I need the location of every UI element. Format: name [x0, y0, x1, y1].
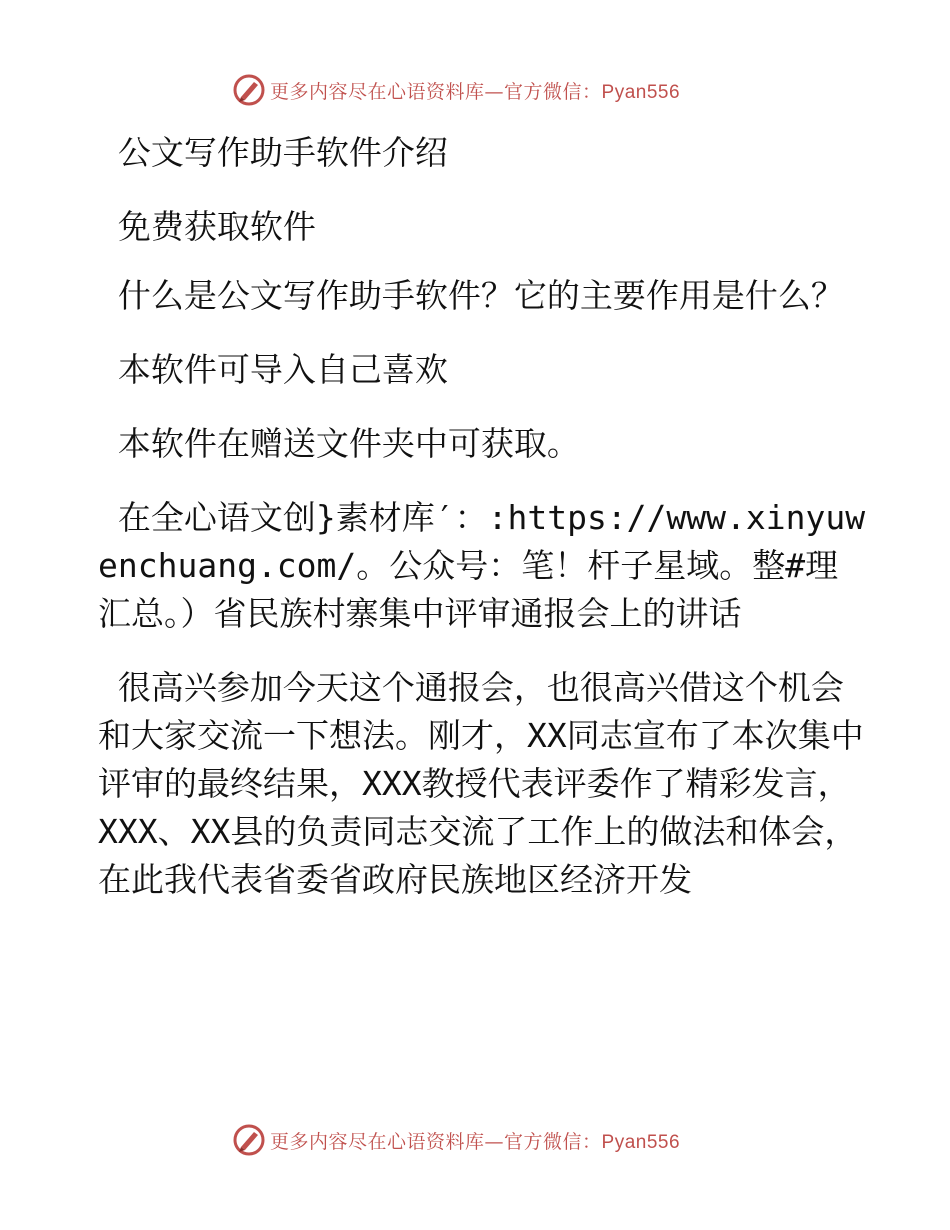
brand-logo-icon: [232, 1123, 266, 1157]
paragraph-7: 很高兴参加今天这个通报会，也很高兴借这个机会和大家交流一下想法。刚才，XX同志宣布了本次集中评审的最终结果，XXX教授代表评委作了精彩发言，XXX、XX县的负责同志交流了工作上的做法和体会，在此我代表省委省政府民族地区经济开发: [98, 668, 864, 899]
header-banner-text: 更多内容尽在心语资料库—官方微信：Pyan556: [270, 80, 681, 103]
header-watermark: [232, 70, 680, 110]
paragraph-2: 免费获取软件: [98, 207, 316, 246]
paragraph-4: 本软件可导入自己喜欢: [98, 350, 448, 389]
brand-logo-icon: [232, 73, 266, 107]
footer-watermark: [232, 1120, 680, 1160]
document-body: [98, 124, 868, 930]
paragraph-1: 公文写作助手软件介绍: [98, 133, 448, 172]
paragraph-5: 本软件在赠送文件夹中可获取。: [98, 424, 580, 463]
footer-banner-text: 更多内容尽在心语资料库—官方微信：Pyan556: [270, 1130, 681, 1153]
footer-wechat-id: Pyan556: [601, 1131, 681, 1153]
paragraph-6: 在全心语文创}素材库′：:https://www.xinyuwenchuang.com/。公众号：笔！杆子星域。整#理汇总。）省民族村寨集中评审通报会上的讲话: [98, 498, 866, 633]
header-wechat-id: Pyan556: [601, 81, 681, 103]
paragraph-3: 什么是公文写作助手软件？它的主要作用是什么？: [98, 276, 844, 315]
